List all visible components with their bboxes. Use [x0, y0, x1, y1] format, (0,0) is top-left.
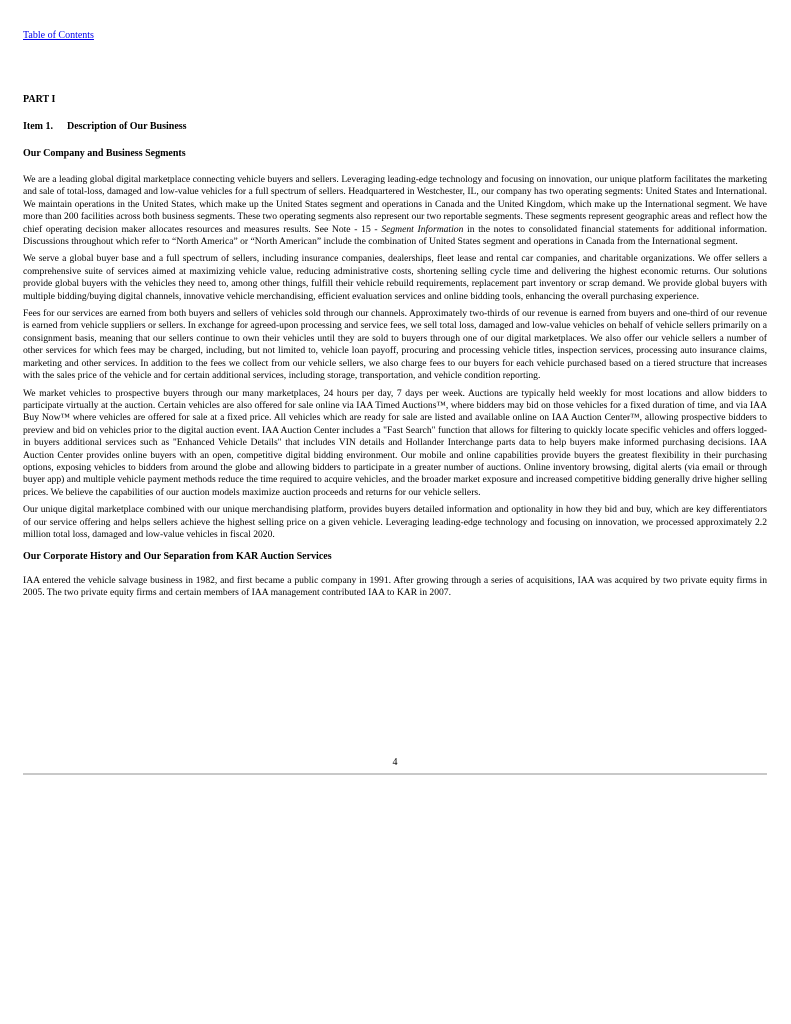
part-heading: PART I	[23, 94, 56, 105]
item-title: Description of Our Business	[67, 121, 187, 132]
item-heading	[23, 121, 187, 132]
page-divider	[23, 773, 767, 775]
body-text	[23, 174, 767, 605]
table-of-contents-link[interactable]: Table of Contents	[23, 30, 94, 41]
paragraph-marketplaces: We market vehicles to prospective buyers through our many marketplaces, 24 hours per day, 7 days per week. Auctions are typically held weekly for most locations and allow bidders to participate virtually at the auction. Certain vehicles are also offered for sale online via IAA Timed Auctions™, where bidders may bid on those vehicles for a fixed duration of time, and via IAA Buy Now™ where vehicles are offered for sale at a fixed price. All vehicles which are ready for sale are listed and available online on IAA Auction Center™, allowing prospective bidders to preview and bid on vehicles prior to the digital auction event. IAA Auction Center includes a "Fast Search" function that allows for filtering to quickly locate specific vehicles and offers logged-in buyers additional services such as "Enhanced Vehicle Details" that includes VIN details and Hollander Interchange parts data to help buyers make informed purchasing decisions. IAA Auction Center provides online buyers with an open, competitive digital bidding environment. Our mobile and online capabilities provide buyers the greatest flexibility in their purchasing options, exposing vehicles to bidders from around the globe and allowing bidders to participate in a greater number of auctions. Online inventory browsing, digital alerts (via email or through buyer app) and multiple vehicle payment methods reduce the time required to acquire vehicles, and the broader market exposure and increased competitive bidding generally drive higher selling prices. We believe the capabilities of our auction models maximize auction proceeds and returns for our vehicle sellers.	[23, 387, 767, 498]
paragraph-overview-text-a: We are a leading global digital marketplace connecting vehicle buyers and sellers. Leveraging leading-edge technology and focusing on innovation, our unique platform facilitates the marketing and sale of total-loss, damaged and low-value vehicles for a full spectrum of sellers. Headquartered in Westchester, IL, our company has two operating segments: United States and International. We maintain operations in the United States, which make up the United States segment and operations in Canada and the United Kingdom, which make up the International segment. We have more than 200 facilities across both business segments. These two operating segments also represent our two reportable segments. These segments represent geographic areas and reflect how the chief operating decision maker allocates resources and measures results. See Note - 15 -	[23, 174, 768, 235]
page-number: 4	[392, 757, 398, 768]
corporate-history-heading: Our Corporate History and Our Separation from KAR Auction Services	[23, 551, 332, 563]
paragraph-fees: Fees for our services are earned from both buyers and sellers of vehicles sold through our channels. Approximately two-thirds of our revenue is earned from buyers and one-third of our revenue is earned from vehicle suppliers or sellers. In exchange for agreed-upon processing and service fees, we sell total loss, damaged and low-value vehicles on behalf of vehicle sellers primarily on a consignment basis, meaning that our sellers continue to own their vehicles until they are sold to buyers through one of our digital marketplaces. We also offer our vehicle sellers a number of other services for which fees may be charged, including, but not limited to, vehicle loan payoff, procuring and processing vehicle titles, inspection services, processing auto insurance claims, marketing and other services. In addition to the fees we collect from our vehicle sellers, we also charge fees to our buyers for each vehicle purchased based on a tiered structure that increases with the sales price of the vehicle and for certain additional services, including storage, transportation, and vehicle condition reporting.	[23, 308, 767, 382]
paragraph-buyers-sellers: We serve a global buyer base and a full spectrum of sellers, including insurance companies, dealerships, fleet lease and rental car companies, and charitable organizations. We offer sellers a comprehensive suite of services aimed at maximizing vehicle value, reducing administrative costs, shortening selling cycle time and delivering the highest economic returns. Our solutions provide global buyers with the vehicles they need to, among other things, fulfill their vehicle rebuild requirements, replacement part inventory or scrap demand. We provide global buyers with multiple bidding/buying digital channels, innovative vehicle merchandising, efficient evaluation services and online bidding tools, enhancing the overall purchasing experience.	[23, 253, 767, 302]
paragraph-overview	[23, 174, 767, 248]
segment-information-reference: Segment Information	[381, 223, 464, 235]
paragraph-differentiators: Our unique digital marketplace combined with our unique merchandising platform, provides buyers detailed information and optionality in how they bid and buy, which are key differentiators of our service offering and helps sellers achieve the highest selling price on a given vehicle. Leveraging leading-edge technology and focusing on innovation, we processed approximately 2.2 million total loss, damaged and low-value vehicles in fiscal 2020.	[23, 504, 767, 540]
paragraph-history: IAA entered the vehicle salvage business in 1982, and first became a public company in 1991. After growing through a series of acquisitions, IAA was acquired by two private equity firms in 2005. The two private equity firms and certain members of IAA management contributed IAA to KAR in 2007.	[23, 574, 767, 599]
company-segments-heading: Our Company and Business Segments	[23, 148, 186, 159]
paragraph-overview-text-b: in the notes to consolidated financial statements for additional information. Discussions throughout which refer to “North America” or “North American” include the combination of United States segment and operations in Canada from the International segment.	[23, 223, 768, 248]
item-number: Item 1.	[23, 121, 53, 132]
